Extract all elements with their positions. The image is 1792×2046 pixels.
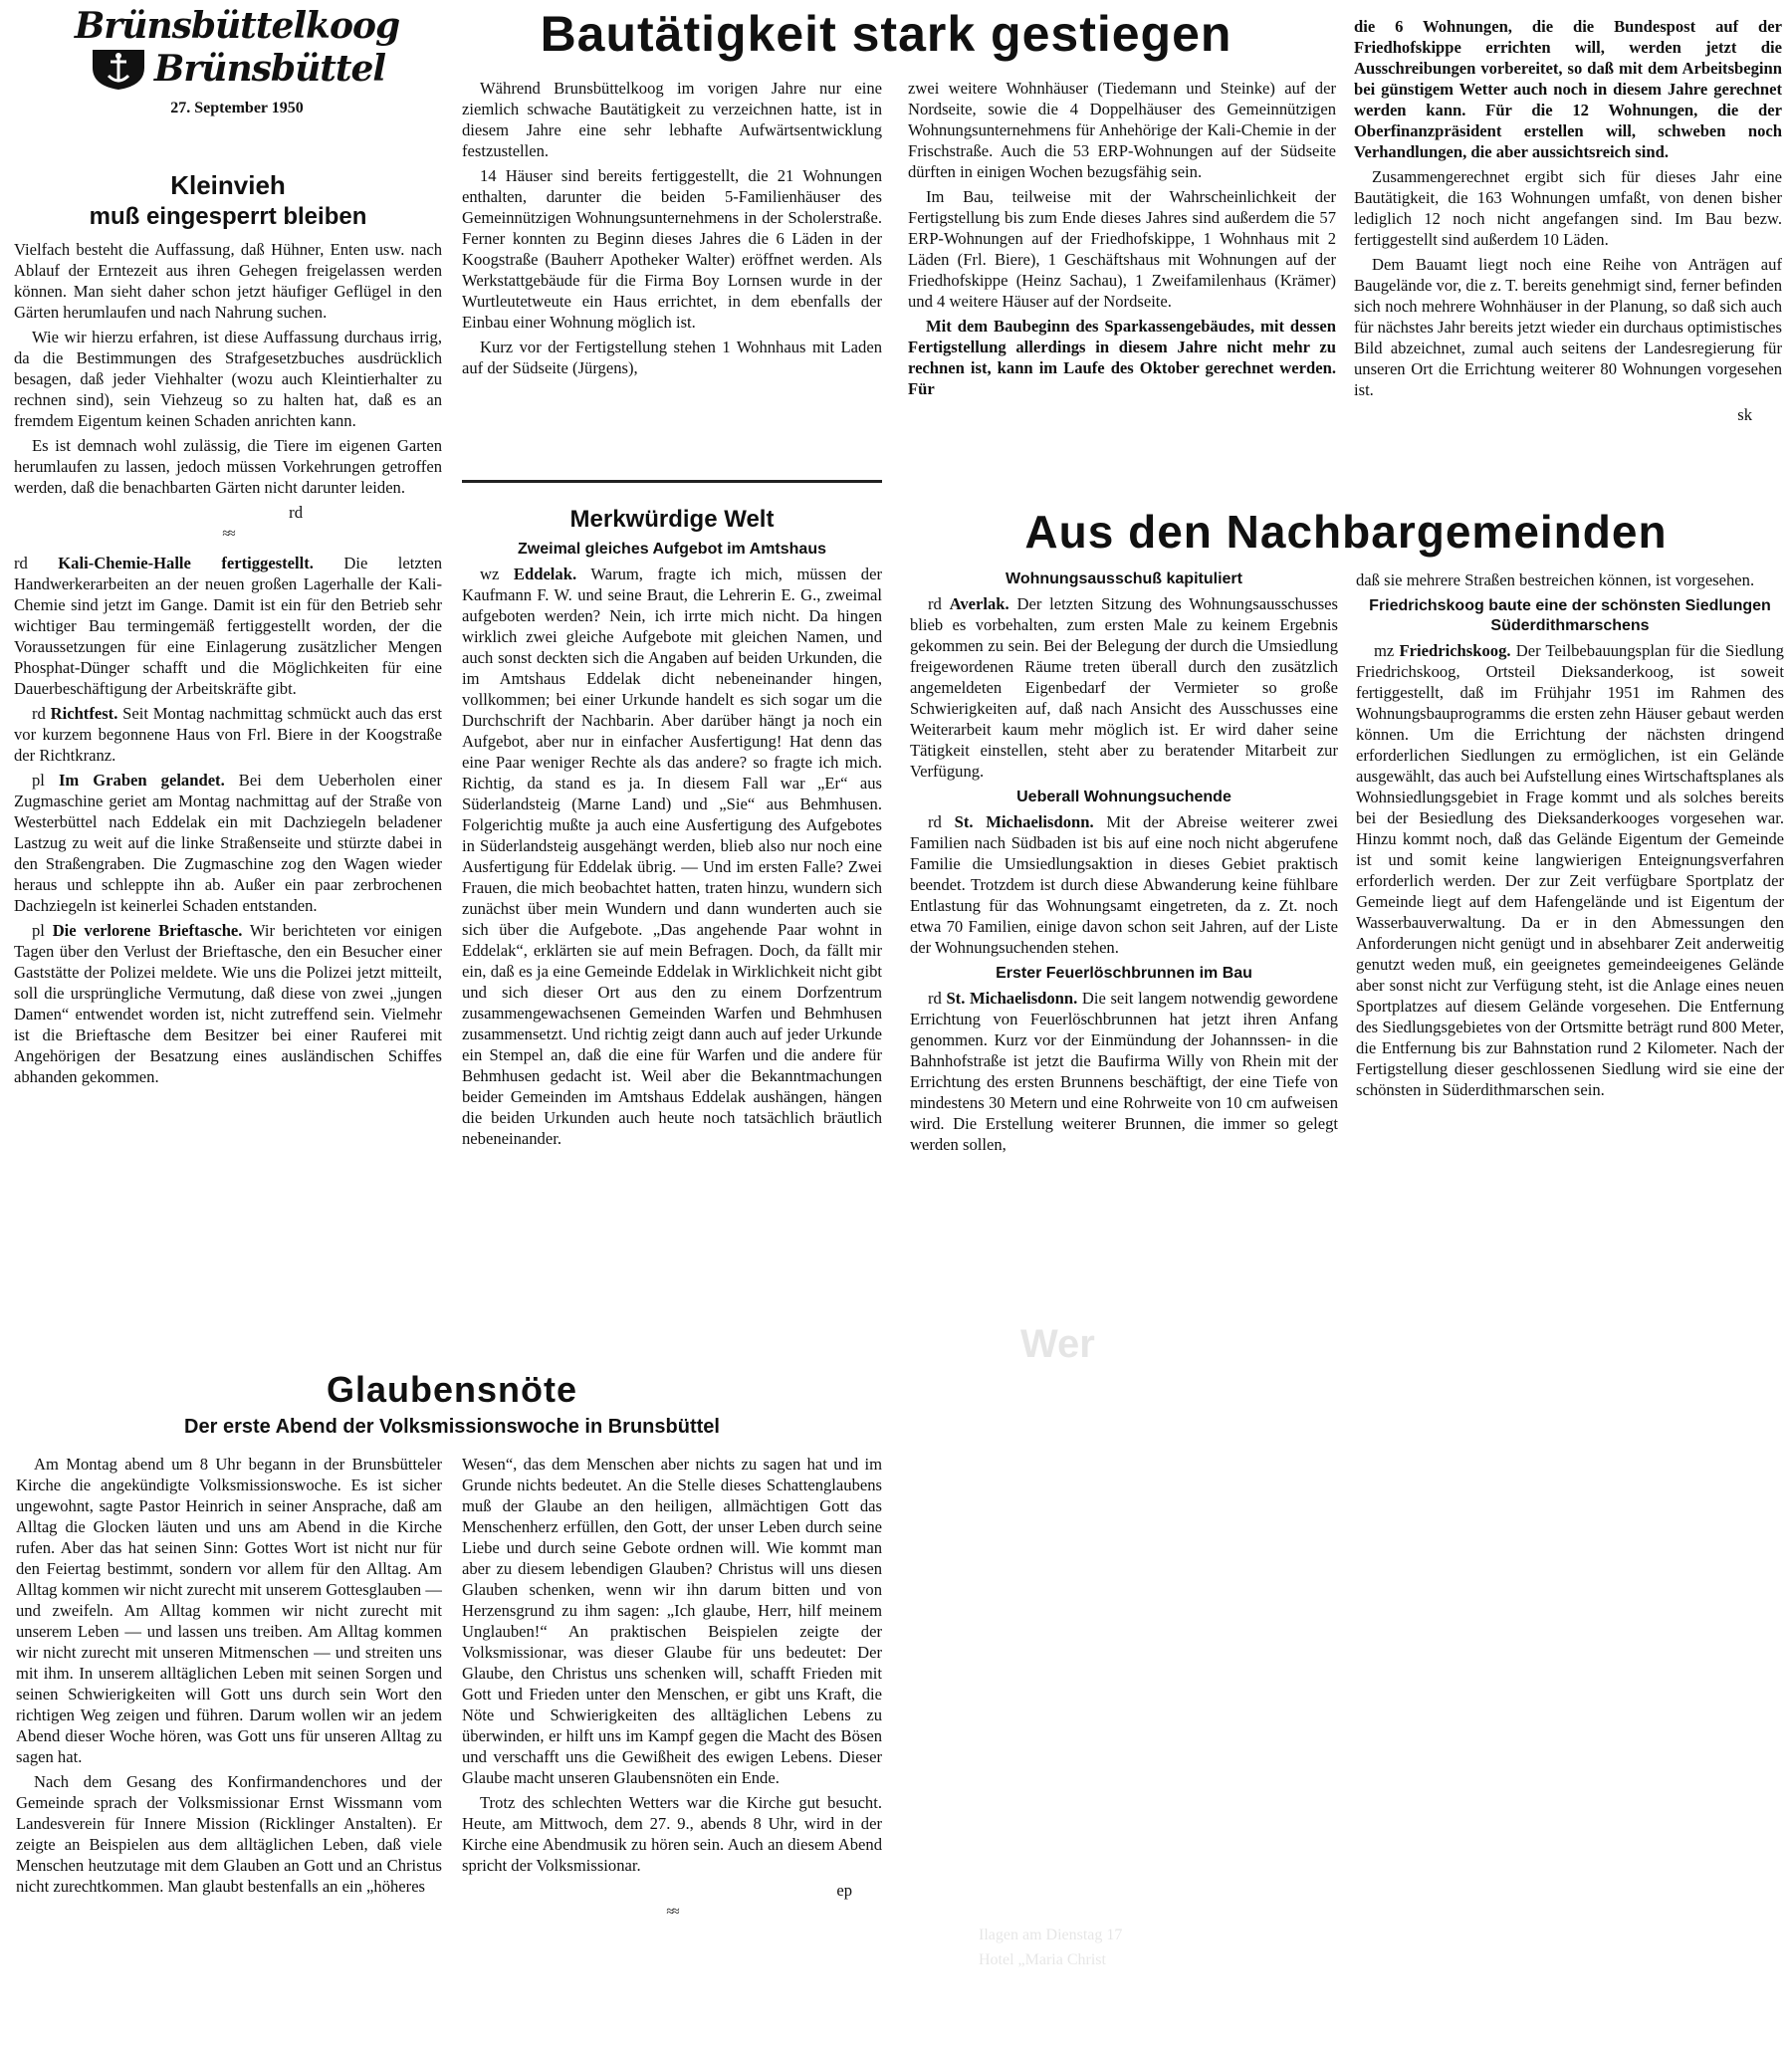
bau-c1-p2: 14 Häuser sind bereits fertiggestellt, die 21 Wohnungen enthalten, darunter die beiden 5-Familienhäuser des Gemeinnützigen Wohnungsunternehmens in der Scholerstraße. Ferner konnten zu Beginn dieses Jahres die 6 Läden in der Koogstraße (Bauherr Apotheker Walter) eröffnet werden. Als Werkstattgebäude für die Firma Boy Lornsen wurde in der Wurtleutetweute ein Haus errichtet, in dem ebenfalls der Einbau einer Wohnung möglich ist. bbox=[462, 166, 882, 332]
glauben-column-1 bbox=[16, 1454, 442, 2041]
rule bbox=[462, 480, 882, 487]
bau-c2-p2: Im Bau, teilweise mit der Wahrscheinlichkeit der Fertigstellung bis zum Ende dieses Jahres sind außerdem die 57 ERP-Wohnungen auf der Friedhofskippe, 1 Wohnhaus mit 2 Läden (Frl. Biere), 1 Geschäftshaus mit Wohnungen auf der Friedhofskippe (Heinz Sachau), 1 Zweifamilenhaus (Krämer) und 4 weitere Häuser auf der Nordseite. bbox=[908, 187, 1336, 311]
nachbar-s1-head: Wohnungsausschuß kapituliert bbox=[1006, 570, 1242, 587]
column-left bbox=[14, 167, 442, 1362]
nachbar-s3-head: Erster Feuerlöschbrunnen im Bau bbox=[996, 965, 1252, 982]
bau-c3-p1: die 6 Wohnungen, die die Bundespost auf der Friedhofskippe errichten will, werden jetzt die Ausschreibungen vorbereitet, so daß mit dem Arbeitsbeginn bei günstigem Wetter auch noch in diesem Jahre gerechnet werden kann. Für die 12 Wohnungen, die der Oberfinanzpräsident erstellen will, schweben noch Verhandlungen, die aber aussichtsreich sind. bbox=[1354, 17, 1782, 161]
bau-c3-p3: Dem Bauamt liegt noch eine Reihe von Anträgen auf Baugelände vor, die z. T. bereits genehmigt sind, ferner befinden sich noch mehrere Wohnhäuser in der Planung, so daß sich auch für nächstes Jahr bereits jetzt wieder ein durchaus optimistisches Bild abzeichnet, zumal auch seitens der Landesregierung für unseren Ort die Errichtung weiterer 80 Wohnungen vorgesehen ist. bbox=[1354, 255, 1782, 399]
glauben-divider: ≈≈ bbox=[666, 1905, 678, 1920]
nachbar-s4-text: mz Friedrichskoog. Der Teilbebauungsplan für die Siedlung Friedrichskoog, Ortsteil Dieksanderkoog, ist soweit fertiggestellt, daß im Frühjahr 1951 im Rahmen des Wohnungsbauprogramms die ersten zehn Häuser gebaut werden können. Um die Errichtung der nächsten dringend erforderlichen Siedlungen zu ermöglichen, ist ein Gelände ausgewählt, das auch bei Aufstellung eines Wirtschaftsplanes als Wohnsiedlungsgebiet in Frage kommt und als solches bereits bei der Besiedlung des Dieksanderkooges vorgesehen war. Hinzu kommt noch, daß das Gelände Eigentum der Gemeinde ist und somit keine langwierigen Enteignungsverfahren erforderlich werden. Der zur Zeit verfügbare Sportplatz der Gemeinde liegt auf dem Hafengelände und ist Eigentum der Wasserbauverwaltung. Da er in den Abmessungen den Anforderungen nicht genügt und in absehbarer Zeit anderweitig genutzt weden muß, ein geeignetes gemeindeeigenes Gelände aber sonst nicht zur Verfügung steht, ist die Anlage eines neuen Sportplatzes auf diesem Gelände vorgesehen. Die Entfernung des Siedlungsgebietes von der Ortsmitte beträgt rund 800 Meter, die Entfernung bis zur Bahnstation rund 2 Kilometer. Nach der Fertigstellung dieser geschlossenen Siedlung wird sie eine der schönsten in Süderdithmarschen sein. bbox=[1356, 641, 1784, 1099]
glauben-c1-p2: Nach dem Gesang des Konfirmandenchores und der Gemeinde sprach der Volksmissionar Ernst Wissmann vom Landesverein für Innere Mission (Ricklinger Anstalten). Er zeigte an Beispielen aus dem alltäglichen Leben, daß viele Menschen heutzutage mit dem Glauben an Gott und an Christus nicht zurechtkommen. Man glaubt bestenfalls an ein „höheres bbox=[16, 1772, 442, 1896]
bau-c2-p3: Mit dem Baubeginn des Sparkassengebäudes, mit dessen Fertigstellung allerdings in diesem Jahre nicht mehr zu rechnen ist, kann im Laufe des Oktober gerechnet werden. Für bbox=[908, 317, 1336, 398]
glauben-subtitle: Der erste Abend der Volksmissionswoche in Brunsbüttel bbox=[184, 1416, 720, 1438]
nachbar-title: Aus den Nachbargemeinden bbox=[1024, 506, 1668, 558]
bau-column-2 bbox=[908, 78, 1336, 486]
divider: ≈≈ bbox=[222, 527, 234, 542]
short-kali: rd Kali-Chemie-Halle fertiggestellt. Die letzten Handwerkerarbeiten an der neuen großen Lagerhalle der Kali-Chemie sind jetzt im Gange. Damit ist ein für den Betrieb sehr wichtiger Bau termingemäß fertiggestellt worden, der die Voraussetzungen für eine Einlagerung zusätzlicher Mengen Phosphat-Dünger schafft und die Möglichkeiten für eine Dauerbeschäftigung der Arbeitskräfte gibt. bbox=[14, 554, 442, 698]
nachbar-s2-text: rd St. Michaelisdonn. Mit der Abreise weiterer zwei Familien nach Südbaden ist bis auf eine noch nicht abgerufene Familie die Umsiedlungsaktion in dieses Gebiet praktisch beendet. Trotzdem ist durch diese Abwanderung keine fühlbare Entlastung für das Wohnungsamt eingetreten, da z. Zt. noch etwa 70 Familien, einige davon schon seit Jahren, auf der Liste der Wohnungsuchenden stehen. bbox=[910, 812, 1338, 957]
bau-column-3 bbox=[1354, 16, 1782, 484]
kleinvieh-title2: muß eingesperrt bleiben bbox=[89, 203, 367, 230]
kleinvieh-p1: Vielfach besteht die Auffassung, daß Hühner, Enten usw. nach Ablauf der Erntezeit aus ihren Gehegen freigelassen werden können. Man sieht daher schon jetzt häufiger Geflügel in den Gärten herumlaufen und nach Nahrung suchen. bbox=[14, 240, 442, 322]
bau-title: Bautätigkeit stark gestiegen bbox=[540, 6, 1232, 62]
nachbar-c2-cont: daß sie mehrere Straßen bestreichen können, ist vorgesehen. bbox=[1356, 570, 1755, 589]
bau-column-1 bbox=[462, 78, 882, 478]
welt-subtitle: Zweimal gleiches Aufgebot im Amtshaus bbox=[518, 541, 826, 558]
masthead bbox=[28, 6, 446, 165]
nachbar-s3-text: rd St. Michaelisdonn. Die seit langem notwendig gewordene Errichtung von Feuerlöschbrunnen hat jetzt ihren Anfang genommen. Kurz vor der Einmündung der Johannssen- in die Bahnhofstraße ist jetzt die Baufirma Willy von Rhein mit der Errichtung des ersten Brunnens beschäftigt, der eine Tiefe von mindestens 30 Metern und eine Rohrweite von 10 cm aufweisen wird. Die Erstellung weiterer Brunnen, die immer so gelegt werden sollen, bbox=[910, 989, 1338, 1154]
bau-c1-p1: Während Brunsbüttelkoog im vorigen Jahre nur eine ziemlich schwache Bautätigkeit zu verzeichnen hatte, ist in diesem Jahre eine sehr lebhafte Aufwärtsentwicklung festzustellen. bbox=[462, 79, 882, 160]
bau-signature: sk bbox=[1737, 405, 1752, 424]
short-graben: pl Im Graben gelandet. Bei dem Ueberholen einer Zugmaschine geriet am Montag nachmittag auf der Straße von Westerbüttel nach Eddelak ein mit Dachziegeln beladener Lastzug zu weit auf die linke Straßenseite und stürzte dabei in den Straßengraben. Die Zugmaschine zog den Wagen wieder heraus und schleppte ihn ab. Außer ein paar zerbrochenen Dachziegeln ist keinerlei Schaden entstanden. bbox=[14, 771, 442, 915]
kleinvieh-p3: Es ist demnach wohl zulässig, die Tiere im eigenen Garten herumlaufen zu lassen, jedoch müssen Vorkehrungen getroffen werden, daß die benachbarten Gärten nicht darunter leiden. bbox=[14, 436, 442, 497]
bau-c2-p1: zwei weitere Wohnhäuser (Tiedemann und Steinke) auf der Nordseite, sowie die 4 Doppelhäuser des Gemeinnützigen Wohnungsunternehmens für Anhehörige der Kali-Chemie in der Frischstraße. Auch die 53 ERP-Wohnungen auf der Südseite dürften in einigen Wochen bezugsfähig sein. bbox=[908, 79, 1336, 181]
kleinvieh-signature: rd bbox=[289, 503, 303, 522]
nachbar-s1-text: rd Averlak. Der letzten Sitzung des Wohnungsausschusses blieb es vorbehalten, zum ersten Male zu keinem Ergebnis gekommen zu sein. Bei der Belegung der durch die Umsiedlung freigewordenen Räume treten überall durch den zusätzlich angemeldeten Eigenbedarf der Vermieter so große Schwierigkeiten auf, daß nach Ansicht des Ausschusses eine Weiterarbeit kaum mehr möglich ist. Er wird daher seine Tätigkeit einstellen, steht aber zu beratender Mitarbeit zur Verfügung. bbox=[910, 594, 1338, 781]
masthead-line1: Brünsbüttelkoog bbox=[74, 6, 400, 47]
nachbar-s2-head: Ueberall Wohnungsuchende bbox=[1016, 789, 1232, 805]
glauben-signature: ep bbox=[836, 1881, 852, 1900]
masthead-date: 27. September 1950 bbox=[170, 100, 304, 116]
glauben-c2-p2: Trotz des schlechten Wetters war die Kirche gut besucht. Heute, am Mittwoch, dem 27. 9., abends 8 Uhr, wird in der Kirche eine Abendmusik zu hören sein. Auch an diesem Abend spricht der Volksmissionar. bbox=[462, 1793, 882, 1875]
masthead-line2: Brünsbüttel bbox=[153, 48, 386, 90]
glauben-headline-box bbox=[14, 1368, 890, 1452]
nachbar-column-1 bbox=[910, 569, 1338, 1326]
kleinvieh-title1: Kleinvieh bbox=[170, 170, 286, 200]
nachbar-headline-box bbox=[908, 504, 1784, 564]
glauben-c2-p1: Wesen“, das dem Menschen aber nichts zu sagen hat und im Grunde nichts bedeutet. An die Stelle dieses Schattenglaubens muß der Glaube an den heiligen, allmächtigen Gott das Menschenherz erfüllen, den Gott, der unser Leben durch seine Liebe und durch seine Gebote ordnen will. Wie kommt man aber zu diesem lebendigen Glauben? Christus will uns diesen Glauben schenken, wenn wir ihn darum bitten und von Herzensgrund zu ihm sagen: „Ich glaube, Herr, hilf meinem Unglauben!“ An praktischen Beispielen zeigte der Volksmissionar, was dieser Glaube für uns bedeutet: Der Glaube, den Christus uns schenken will, schafft Frieden mit Gott und Frieden unter den Menschen, er gibt uns Kraft, die Nöte und Schwierigkeiten des alltäglichen Lebens zu überwinden, er hilft uns im Kampf gegen die Macht des Bösen und verschafft uns die Gewißheit des ewigen Lebens. Dieser Glaube macht unseren Glaubensnöten ein Ende. bbox=[462, 1455, 882, 1787]
faded-line2: Hotel „Maria Christ bbox=[979, 1951, 1106, 1968]
kleinvieh-p2: Wie wir hierzu erfahren, ist diese Auffassung durchaus irrig, da die Bestimmungen des Strafgesetzbuches ausdrücklich besagen, daß jeder Viehhalter (wozu auch Kleintierhalter zu rechnen sind), sein Viehzeug so zu halten hat, daß es an fremdem Eigentum keinen Schaden anrichten kann. bbox=[14, 328, 442, 430]
faded-bleed-through bbox=[961, 1314, 1782, 2041]
bau-c3-p2: Zusammengerechnet ergibt sich für dieses Jahr eine Bautätigkeit, die 163 Wohnungen umfaßt, von denen bisher lediglich 12 noch nicht angefangen sind. Im Bau bezw. fertiggestellt sind außerdem 10 Läden. bbox=[1354, 167, 1782, 249]
nachbar-column-2 bbox=[1356, 569, 1784, 1326]
welt-article bbox=[462, 502, 882, 1358]
glauben-column-2 bbox=[462, 1454, 882, 2041]
welt-title: Merkwürdige Welt bbox=[569, 506, 775, 533]
bau-c1-p3: Kurz vor der Fertigstellung stehen 1 Wohnhaus mit Laden auf der Südseite (Jürgens), bbox=[462, 338, 882, 377]
glauben-title: Glaubensnöte bbox=[326, 1369, 578, 1410]
welt-p1: wz Eddelak. Warum, fragte ich mich, müssen der Kaufmann F. W. und seine Braut, die Lehrerin E. G., zweimal aufgeboten werden? Nein, ich irrte mich nicht. Da hingen wirklich zwei gleiche Aufgebote mit gleichen Namen, und auch sonst deckten sich die Angaben auf beiden Urkunden, die im Amtshaus Eddelak dicht nebeneinander hingen, vollkommen; bei einer Urkunde handelt es sich sogar um die Durchschrift der Nachbarin. Aber darüber hängt ja noch ein Aufgebot, aber nur in einfacher Ausfertigung! Hat denn das eine Paar weniger Rechte als das andere? so fragte ich mich. Richtig, da stand es ja. In diesem Fall war „Er“ aus Süderlandsteig (Marne Land) und „Sie“ aus Behmhusen. Folgerichtig mußte ja auch eine Ausfertigung des Aufgebotes in Süderlandsteig ausgehängt werden, blieb also nur noch eine Ausfertigung für Eddelak übrig. — Und im ersten Falle? Zwei Frauen, die mich beobachtet hatten, traten hinzu, wundern sich zunächst über mein Wundern und dann wunderten auch sie sich über die Aufgebote. „Das angehende Paar wohnt in Eddelak“, erklärten sie auf mein Befragen. Doch, da fällt mir ein, daß es ja eine Gemeinde Eddelak in Wirklichkeit nicht gibt und sich dieser Ort aus den zu einem Dorfzentrum zusammengewachsenen Gemeinden Warfen und Behmhusen zusammensetzt. Und richtig zeigt dann auch auf jeder Urkunde ein Stempel an, daß die eine für Warfen und die andere für Behmhusen gedacht ist. Weil aber die Bekanntmachungen beider Gemeinden im Amtshaus Eddelak aushängen, hängen die beiden Urkunden auch heute noch tatsächlich bräutlich nebeneinander. bbox=[462, 565, 882, 1148]
faded-line1: Ilagen am Dienstag 17 bbox=[979, 1927, 1123, 1943]
nachbar-s4-head: Friedrichskoog baute eine der schönsten Siedlungen Süderdithmarschens bbox=[1369, 597, 1771, 634]
glauben-c1-p1: Am Montag abend um 8 Uhr begann in der Brunsbütteler Kirche die angekündigte Volksmissionswoche. Es ist sicher ungewohnt, sagte Pastor Heinrich in seiner Ansprache, daß am Alltag die Glocken läuten und uns am Abend in die Kirche rufen. Aber das hat seinen Sinn: Gottes Wort ist nicht nur für den Feiertag bestimmt, sondern vor allem für den Alltag. Am Alltag kommen wir nicht zurecht mit unserem Gottesglauben — und zweifeln. Am Alltag kommen wir nicht zurecht mit unserem Leben — und lassen uns treiben. Am Alltag kommen wir nicht zurecht mit unseren Mitmenschen — und streiten uns mit ihm. In unserem alltäglichen Leben mit seinen Sorgen und seinen Schwierigkeiten will Gott uns durch sein Wort den richtigen Weg zeigen und führen. Darum wollen wir an jedem Abend dieser Woche hören, was Gott uns für unseren Alltag zu sagen hat. bbox=[16, 1455, 442, 1766]
short-brieftasche: pl Die verlorene Brieftasche. Wir berichteten vor einigen Tagen über den Verlust der Brieftasche, den ein Besucher einer Gaststätte der Polizei meldete. Wie uns die Polizei jetzt mitteilt, soll die ursprüngliche Vermutung, daß diese von zwei „jungen Damen“ entwendet worden ist, nicht zutreffend sein. Vielmehr ist die Brieftasche dem Besitzer bei einer Rauferei mit Angehörigen der Besatzung eines ausländischen Schiffes abhanden gekommen. bbox=[14, 921, 442, 1086]
crest-icon bbox=[89, 46, 148, 92]
masthead-row bbox=[28, 46, 446, 92]
bau-headline-box bbox=[458, 4, 1314, 68]
short-richtfest: rd Richtfest. Seit Montag nachmittag schmückt auch das erst vor kurzem begonnene Haus von Frl. Biere in der Koogstraße der Richtkranz. bbox=[14, 704, 442, 765]
faded-heading: Wer bbox=[1020, 1322, 1095, 1366]
